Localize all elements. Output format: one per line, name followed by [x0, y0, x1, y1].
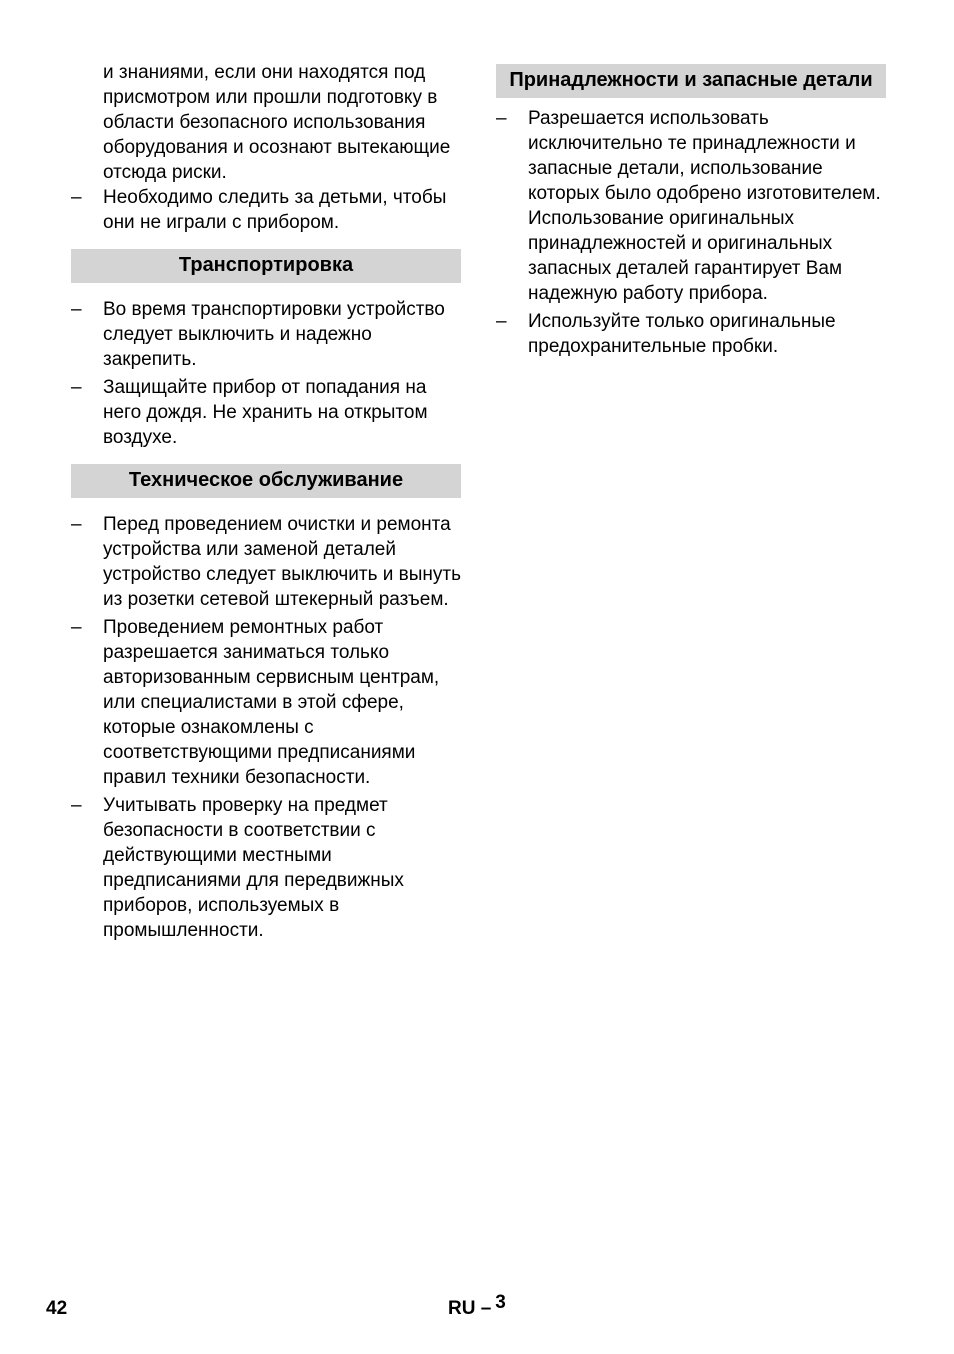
list-item-text: Разрешается использовать исключительно те принадлежности и запасные детали, использование которых было одобрено изготовителем. Использование оригинальных принадлежностей и оригинальных запасных деталей гарантирует Вам надежную работу прибора.	[528, 108, 881, 304]
bullet-dash: –	[71, 617, 82, 638]
list-item-text: Во время транспортировки устройство следует выключить и надежно закрепить.	[103, 299, 445, 370]
bullet-dash: –	[71, 514, 82, 535]
bullet-dash: –	[71, 377, 82, 398]
section-page-label	[448, 1292, 506, 1320]
list-item	[71, 375, 461, 450]
bullet-dash: –	[496, 108, 507, 129]
section-heading-maintenance: Техническое обслуживание	[71, 464, 461, 498]
list-item	[71, 615, 461, 790]
list-item	[496, 106, 886, 306]
list-item-text: Учитывать проверку на предмет безопасности в соответствии с действующими местными предписаниями для передвижных приборов, используемых в промышленности.	[103, 795, 404, 941]
list-item	[496, 309, 886, 359]
list-item	[71, 512, 461, 612]
list-item-text: Защищайте прибор от попадания на него дождя. Не хранить на открытом воздухе.	[103, 377, 428, 448]
section-page-number: 3	[495, 1292, 506, 1313]
section-heading-accessories: Принадлежности и запасные детали	[496, 64, 886, 98]
bullet-dash: –	[71, 299, 82, 320]
bullet-dash: –	[496, 311, 507, 332]
list-item-text: Перед проведением очистки и ремонта устройства или заменой деталей устройство следует выключить и вынуть из розетки сетевой штекерный разъем.	[103, 514, 462, 610]
list-item	[71, 297, 461, 372]
language-code: RU –	[448, 1298, 492, 1319]
list-item-text: Необходимо следить за детьми, чтобы они не играли с прибором.	[103, 187, 447, 233]
list-item-text: Используйте только оригинальные предохранительные пробки.	[528, 311, 836, 357]
bullet-dash: –	[71, 187, 82, 208]
intro-continuation-text: и знаниями, если они находятся под присмотром или прошли подготовку в области безопасного использования оборудования и осознают вытекающие отсюда риски.	[103, 62, 451, 183]
list-item-text: Проведением ремонтных работ разрешается заниматься только авторизованным сервисным центрам, или специалистами в этой сфере, которые ознакомлены с соответствующими предписаниями правил техники безопасности.	[103, 617, 440, 788]
left-column	[71, 60, 461, 946]
right-column	[496, 60, 886, 362]
list-item	[71, 793, 461, 943]
page-number: 42	[46, 1298, 68, 1319]
bullet-dash: –	[71, 795, 82, 816]
section-heading-transport: Транспортировка	[71, 249, 461, 283]
list-item	[71, 185, 461, 235]
